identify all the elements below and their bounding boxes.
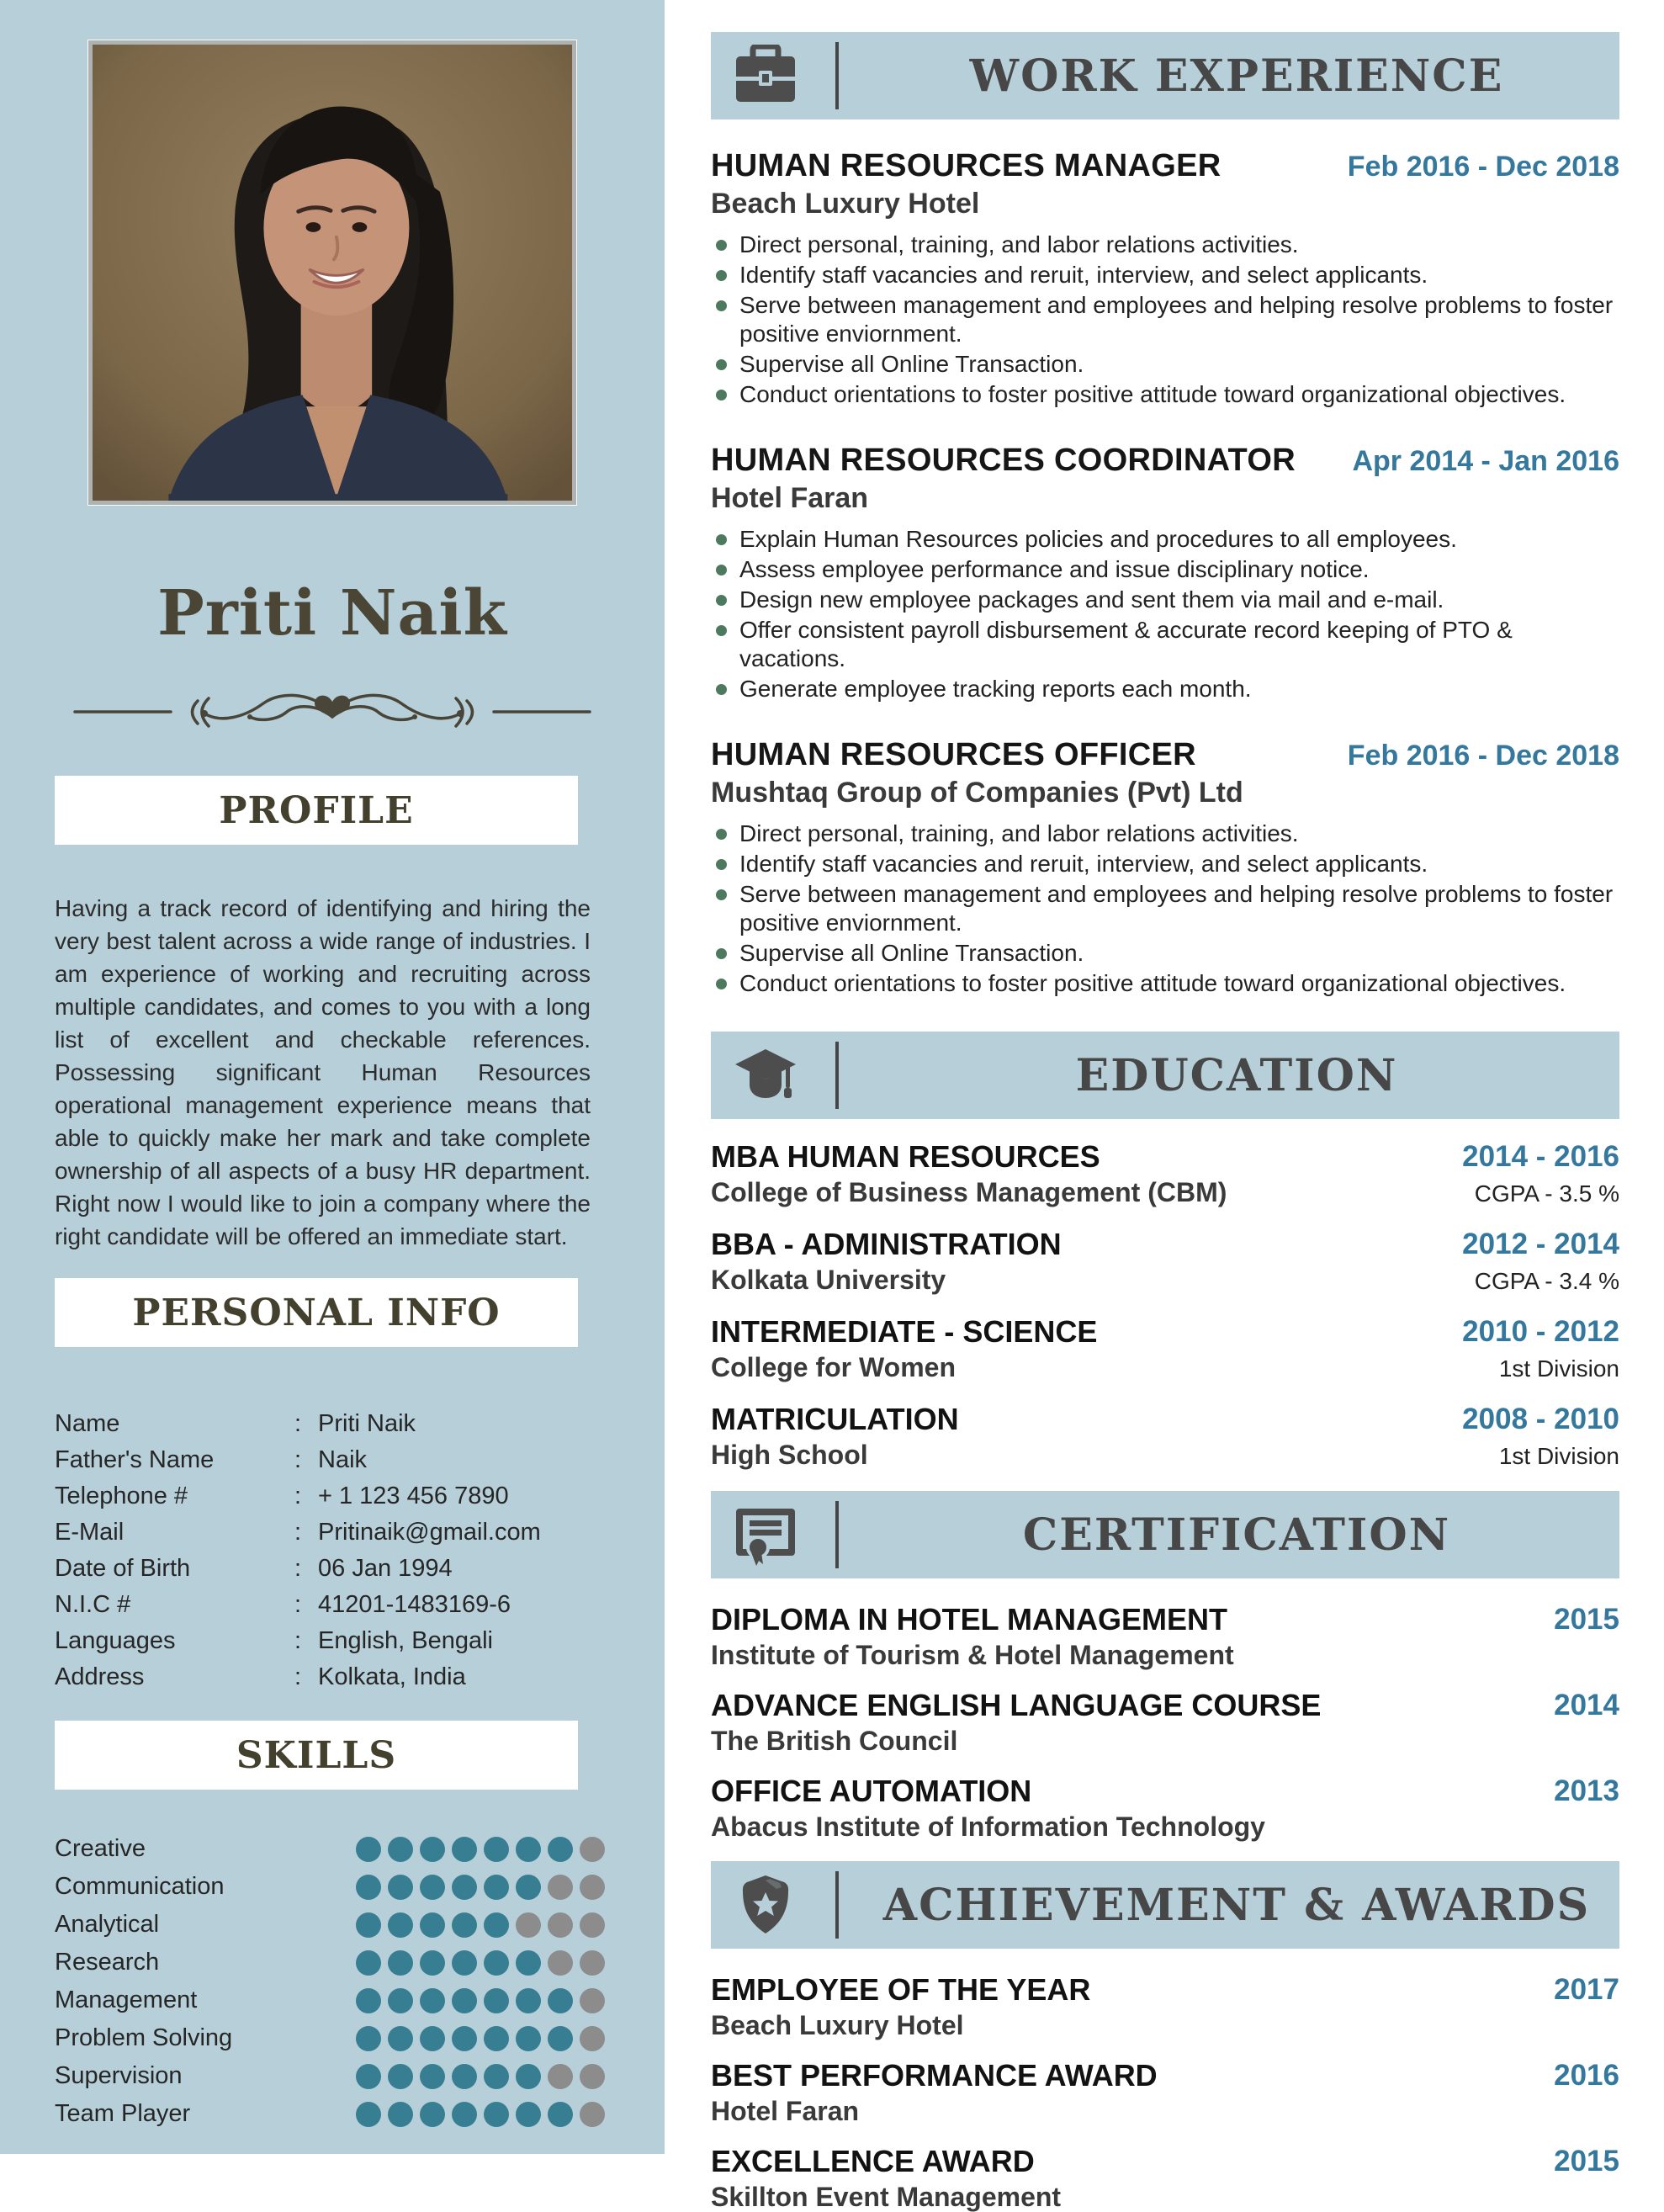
skill-dots	[356, 1988, 605, 2013]
skill-dot-filled	[452, 1912, 477, 1938]
skill-dots	[356, 1950, 605, 1976]
skill-dot-empty	[548, 1875, 573, 1900]
skill-dot-filled	[356, 1837, 381, 1862]
skill-dots	[356, 1912, 605, 1938]
skill-dot-filled	[388, 2026, 413, 2051]
record-title: OFFICE AUTOMATION	[711, 1774, 1032, 1808]
skill-label: Team Player	[55, 2100, 191, 2127]
personal-info-row	[0, 1478, 665, 1514]
job-entry	[711, 148, 1619, 409]
record-row	[711, 1775, 1619, 1841]
skill-dot-filled	[420, 1912, 445, 1938]
skill-dots	[356, 1837, 605, 1862]
record-subtitle: Skillton Event Management	[711, 2182, 1062, 2212]
briefcase-icon	[733, 45, 798, 107]
job-entry	[711, 737, 1619, 998]
banner-divider	[835, 1042, 839, 1109]
certification-banner	[711, 1491, 1619, 1578]
job-bullet: Direct personal, training, and labor relations activities.	[711, 820, 1619, 848]
record-title: INTERMEDIATE - SCIENCE	[711, 1314, 1098, 1349]
record-title: ADVANCE ENGLISH LANGUAGE COURSE	[711, 1688, 1322, 1722]
personal-info-separator: :	[294, 1591, 302, 1618]
record-period: 2014	[1554, 1689, 1619, 1721]
skill-dot-filled	[452, 1875, 477, 1900]
skill-dot-empty	[580, 2102, 605, 2127]
skill-dot-filled	[388, 2102, 413, 2127]
record-subtitle: The British Council	[711, 1726, 958, 1756]
skill-dot-filled	[452, 1988, 477, 2013]
skill-dots	[356, 1875, 605, 1900]
record-period: 2016	[1554, 2059, 1619, 2092]
skill-row	[0, 1906, 665, 1944]
record-row	[711, 1141, 1619, 1208]
profile-text: Having a track record of identifying and hiring the very best talent across a wide range of industries. I am experience of working and recruiting across multiple candidates, and comes to you with a long list of excellent and checkable references. Possessing significant Human Resources operational management experience means that able to quickly make her mark and take complete ownership of all aspects of a busy HR department. Right now I would like to join a company where the right candidate will be offered an immediate start.	[55, 895, 591, 1249]
personal-info-value: Priti Naik	[318, 1410, 416, 1437]
personal-info-value: Naik	[318, 1446, 368, 1473]
skill-dot-filled	[516, 2026, 541, 2051]
record-subtitle: Beach Luxury Hotel	[711, 2010, 964, 2040]
job-bullet: Design new employee packages and sent them via mail and e-mail.	[711, 586, 1619, 614]
skill-dot-filled	[484, 2026, 509, 2051]
skill-label: Management	[55, 1987, 198, 2013]
certification-title: CERTIFICATION	[1022, 1509, 1451, 1561]
record-subtitle: High School	[711, 1440, 868, 1470]
work-experience-banner	[711, 32, 1619, 119]
personal-info-value: 41201-1483169-6	[318, 1591, 511, 1618]
sidebar	[0, 0, 665, 2154]
ornamental-divider-icon	[72, 680, 593, 739]
main-column	[711, 0, 1619, 2212]
personal-info-separator: :	[294, 1555, 302, 1582]
record-subtitle: College of Business Management (CBM)	[711, 1177, 1227, 1207]
skill-dot-filled	[484, 1875, 509, 1900]
job-date: Feb 2016 - Dec 2018	[1347, 151, 1619, 183]
personal-info-value: Kolkata, India	[318, 1663, 466, 1690]
skill-row	[0, 2057, 665, 2095]
personal-info-label: Address	[55, 1663, 145, 1690]
job-bullet: Assess employee performance and issue disciplinary notice.	[711, 555, 1619, 584]
record-title: DIPLOMA IN HOTEL MANAGEMENT	[711, 1602, 1227, 1636]
job-bullet: Identify staff vacancies and reruit, interview, and select applicants.	[711, 261, 1619, 289]
profile-photo	[88, 40, 576, 505]
record-title: BBA - ADMINISTRATION	[711, 1227, 1062, 1261]
skill-dot-filled	[484, 1950, 509, 1976]
personal-info-value: English, Bengali	[318, 1627, 493, 1654]
skill-dot-filled	[388, 1912, 413, 1938]
skill-dot-empty	[580, 1950, 605, 1976]
job-bullet: Offer consistent payroll disbursement & accurate record keeping of PTO & vacations.	[711, 616, 1619, 673]
job-company: Beach Luxury Hotel	[711, 188, 980, 220]
personal-info-separator: :	[294, 1446, 302, 1473]
record-period: 2010 - 2012	[1462, 1315, 1619, 1348]
personal-info-row	[0, 1514, 665, 1551]
record-result: CGPA - 3.5 %	[1474, 1180, 1619, 1207]
record-row	[711, 1228, 1619, 1296]
skill-dot-filled	[420, 2026, 445, 2051]
record-title: EXCELLENCE AWARD	[711, 2144, 1035, 2178]
skill-dot-filled	[484, 2102, 509, 2127]
skill-dot-filled	[548, 2102, 573, 2127]
job-entry	[711, 443, 1619, 703]
personal-info-separator: :	[294, 1627, 302, 1654]
skill-dot-filled	[548, 2026, 573, 2051]
skill-row	[0, 1981, 665, 2019]
skill-row	[0, 1868, 665, 1906]
skill-dot-filled	[356, 1988, 381, 2013]
skill-dot-filled	[388, 1875, 413, 1900]
personal-info-label: Name	[55, 1410, 120, 1437]
record-subtitle: College for Women	[711, 1352, 956, 1382]
record-result: 1st Division	[1498, 1443, 1619, 1469]
skill-dot-empty	[548, 1950, 573, 1976]
profile-section-header	[55, 776, 578, 845]
skill-dot-empty	[580, 2064, 605, 2089]
skill-dot-filled	[420, 2064, 445, 2089]
job-bullet: Supervise all Online Transaction.	[711, 350, 1619, 379]
awards-title: ACHIEVEMENT & AWARDS	[882, 1879, 1591, 1931]
skill-dot-empty	[580, 1988, 605, 2013]
job-bullet-list	[711, 525, 1619, 703]
personal-info-row	[0, 1623, 665, 1659]
education-title: EDUCATION	[1075, 1049, 1398, 1101]
job-title: HUMAN RESOURCES OFFICER	[711, 737, 1196, 772]
skill-dot-empty	[580, 1875, 605, 1900]
record-period: 2012 - 2014	[1462, 1228, 1619, 1260]
skill-dot-filled	[548, 1988, 573, 2013]
record-row	[711, 1604, 1619, 1669]
banner-divider	[835, 42, 839, 109]
skill-label: Analytical	[55, 1911, 160, 1938]
skill-dot-filled	[452, 2102, 477, 2127]
job-title: HUMAN RESOURCES MANAGER	[711, 148, 1222, 183]
skill-dot-filled	[420, 2102, 445, 2127]
skill-row	[0, 1944, 665, 1981]
skill-dot-filled	[484, 1988, 509, 2013]
skill-dot-filled	[516, 2064, 541, 2089]
skill-dot-filled	[356, 1950, 381, 1976]
job-company: Hotel Faran	[711, 482, 869, 514]
skill-dot-empty	[548, 2064, 573, 2089]
personal-info-section-header	[55, 1278, 578, 1347]
job-bullet: Generate employee tracking reports each month.	[711, 675, 1619, 703]
record-period: 2013	[1554, 1774, 1619, 1807]
personal-info-separator: :	[294, 1483, 302, 1509]
skill-dot-filled	[356, 2026, 381, 2051]
record-period: 2015	[1554, 1603, 1619, 1636]
job-company: Mushtaq Group of Companies (Pvt) Ltd	[711, 777, 1243, 809]
job-date: Feb 2016 - Dec 2018	[1347, 740, 1619, 772]
skill-dot-filled	[452, 1950, 477, 1976]
skill-dot-filled	[420, 1875, 445, 1900]
work-experience-title: WORK EXPERIENCE	[969, 50, 1504, 102]
skill-dot-filled	[484, 1837, 509, 1862]
personal-info-separator: :	[294, 1519, 302, 1546]
job-bullet: Direct personal, training, and labor relations activities.	[711, 231, 1619, 259]
record-period: 2015	[1554, 2145, 1619, 2178]
graduation-cap-icon	[733, 1044, 798, 1106]
education-list	[711, 1141, 1619, 1471]
personal-info-list	[0, 1406, 665, 1695]
portrait-illustration	[93, 45, 572, 501]
skill-dot-filled	[516, 1950, 541, 1976]
skill-dot-filled	[356, 1912, 381, 1938]
skills-list	[0, 1830, 665, 2133]
record-row	[711, 2146, 1619, 2211]
personal-info-section-title: PERSONAL INFO	[132, 1291, 501, 1334]
skill-dot-filled	[356, 1875, 381, 1900]
record-subtitle: Kolkata University	[711, 1265, 946, 1295]
skill-label: Research	[55, 1949, 160, 1976]
personal-info-label: Languages	[55, 1627, 176, 1654]
skill-dot-filled	[356, 2102, 381, 2127]
skill-dot-filled	[388, 2064, 413, 2089]
personal-info-label: Father's Name	[55, 1446, 215, 1473]
skill-row	[0, 2019, 665, 2057]
awards-list	[711, 1974, 1619, 2211]
flourish-graphic	[72, 680, 593, 739]
job-bullet: Conduct orientations to foster positive attitude toward organizational objectives.	[711, 969, 1619, 998]
personal-info-row	[0, 1442, 665, 1478]
skill-dot-empty	[580, 1912, 605, 1938]
skill-row	[0, 1830, 665, 1868]
personal-info-value: Pritinaik@gmail.com	[318, 1519, 541, 1546]
personal-info-row	[0, 1659, 665, 1695]
job-bullet: Serve between management and employees and helping resolve problems to foster positive enviornment.	[711, 291, 1619, 348]
skill-dot-filled	[484, 1912, 509, 1938]
job-list	[711, 148, 1619, 998]
skill-label: Problem Solving	[55, 2024, 233, 2051]
awards-banner	[711, 1861, 1619, 1949]
skill-dot-filled	[516, 1875, 541, 1900]
job-bullet: Explain Human Resources policies and procedures to all employees.	[711, 525, 1619, 554]
record-period: 2017	[1554, 1973, 1619, 2006]
skill-dot-filled	[388, 1988, 413, 2013]
skill-dot-empty	[580, 1837, 605, 1862]
skill-dot-empty	[548, 1912, 573, 1938]
skill-row	[0, 2095, 665, 2133]
job-bullet-list	[711, 231, 1619, 409]
record-row	[711, 1690, 1619, 1755]
skill-dot-filled	[452, 2026, 477, 2051]
record-period: 2008 - 2010	[1462, 1403, 1619, 1435]
skill-dots	[356, 2026, 605, 2051]
record-title: MBA HUMAN RESOURCES	[711, 1139, 1100, 1174]
personal-info-label: N.I.C #	[55, 1591, 131, 1618]
record-period: 2014 - 2016	[1462, 1140, 1619, 1173]
record-title: BEST PERFORMANCE AWARD	[711, 2058, 1158, 2093]
personal-info-value: + 1 123 456 7890	[318, 1483, 509, 1509]
skills-section-header	[55, 1721, 578, 1790]
skill-dots	[356, 2064, 605, 2089]
job-bullet: Serve between management and employees and helping resolve problems to foster positive enviornment.	[711, 880, 1619, 937]
banner-divider	[835, 1501, 839, 1568]
job-bullet-list	[711, 820, 1619, 998]
skill-dot-filled	[356, 2064, 381, 2089]
skill-dot-filled	[420, 1837, 445, 1862]
personal-info-separator: :	[294, 1663, 302, 1690]
skill-dots	[356, 2102, 605, 2127]
record-subtitle: Abacus Institute of Information Technology	[711, 1812, 1265, 1842]
education-banner	[711, 1032, 1619, 1119]
skill-dot-filled	[388, 1837, 413, 1862]
skill-dot-filled	[420, 1950, 445, 1976]
award-badge-icon	[733, 1874, 798, 1936]
record-result: CGPA - 3.4 %	[1474, 1268, 1619, 1294]
personal-info-label: Date of Birth	[55, 1555, 191, 1582]
skill-dot-filled	[516, 2102, 541, 2127]
skill-dot-filled	[420, 1988, 445, 2013]
skill-dot-filled	[452, 2064, 477, 2089]
skill-label: Supervision	[55, 2062, 183, 2089]
skill-label: Communication	[55, 1873, 225, 1900]
record-result: 1st Division	[1498, 1355, 1619, 1382]
personal-info-row	[0, 1551, 665, 1587]
skill-label: Creative	[55, 1835, 146, 1862]
personal-info-row	[0, 1406, 665, 1442]
skill-dot-filled	[388, 1950, 413, 1976]
job-bullet: Supervise all Online Transaction.	[711, 939, 1619, 968]
skill-dot-filled	[516, 1988, 541, 2013]
record-subtitle: Hotel Faran	[711, 2096, 860, 2126]
profile-section-title: PROFILE	[219, 788, 414, 832]
personal-info-row	[0, 1587, 665, 1623]
job-bullet: Conduct orientations to foster positive attitude toward organizational objectives.	[711, 380, 1619, 409]
record-title: MATRICULATION	[711, 1402, 959, 1436]
skill-dot-empty	[516, 1912, 541, 1938]
record-row	[711, 1974, 1619, 2040]
skills-section-title: SKILLS	[236, 1733, 397, 1777]
job-bullet: Identify staff vacancies and reruit, interview, and select applicants.	[711, 850, 1619, 878]
personal-info-value: 06 Jan 1994	[318, 1555, 453, 1582]
job-date: Apr 2014 - Jan 2016	[1352, 445, 1619, 477]
skill-dot-empty	[580, 2026, 605, 2051]
skill-dot-filled	[452, 1837, 477, 1862]
record-row	[711, 2060, 1619, 2125]
skill-dot-filled	[484, 2064, 509, 2089]
personal-info-label: Telephone #	[55, 1483, 188, 1509]
certificate-icon	[733, 1504, 798, 1566]
personal-info-separator: :	[294, 1410, 302, 1437]
record-subtitle: Institute of Tourism & Hotel Management	[711, 1640, 1234, 1670]
record-row	[711, 1316, 1619, 1383]
job-title: HUMAN RESOURCES COORDINATOR	[711, 443, 1296, 478]
record-row	[711, 1403, 1619, 1471]
skill-dot-filled	[548, 1837, 573, 1862]
banner-divider	[835, 1871, 839, 1939]
record-title: EMPLOYEE OF THE YEAR	[711, 1972, 1091, 2007]
skill-dot-filled	[516, 1837, 541, 1862]
candidate-name: Priti Naik	[157, 577, 507, 650]
personal-info-label: E-Mail	[55, 1519, 125, 1546]
certification-list	[711, 1604, 1619, 1841]
